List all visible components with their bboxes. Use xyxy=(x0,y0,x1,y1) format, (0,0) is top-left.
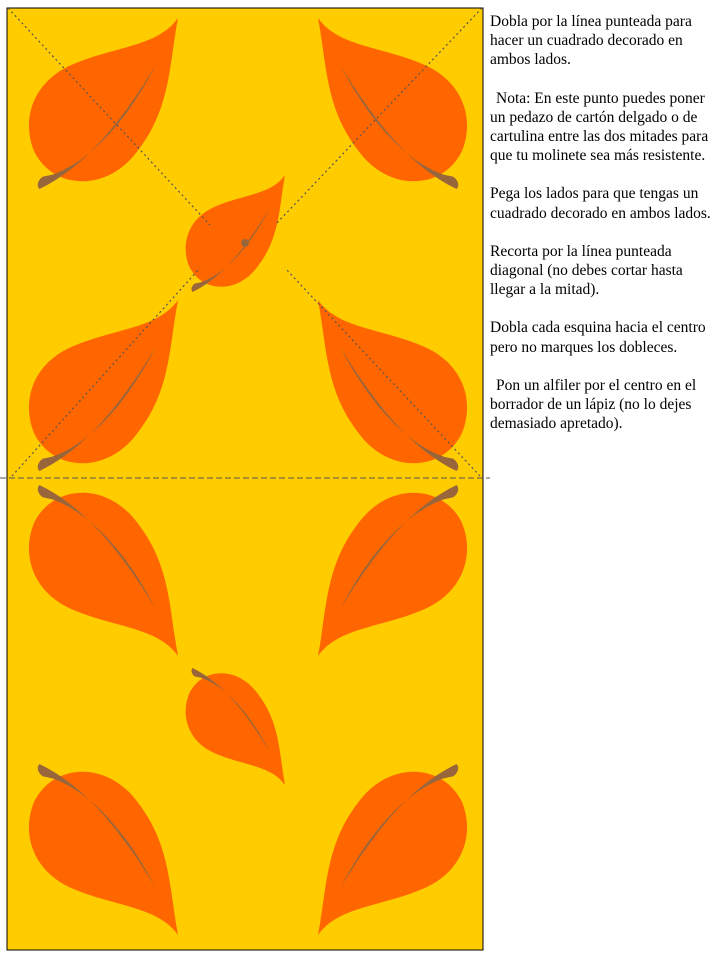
instruction-glue: Pega los lados para que tengas un cuadrado decorado en ambos lados. xyxy=(490,185,711,222)
instruction-fold-corners: Dobla cada esquina hacia el centro pero no marques los dobleces. xyxy=(490,319,706,356)
instruction-pin: Pon un alfiler por el centro en el borrador de un lápiz (no lo dejes demasiado apretado). xyxy=(490,376,697,433)
instructions-panel xyxy=(490,12,716,452)
pin-center-dot xyxy=(241,239,249,247)
instruction-cut: Recorta por la línea punteada diagonal (no debes cortar hasta llegar a la mitad). xyxy=(490,242,683,299)
instruction-note: Nota: En este punto puedes poner un pedazo de cartón delgado o de cartulina entre las dos mitades para que tu molinete sea más resistente. xyxy=(490,89,709,165)
instruction-fold: Dobla por la línea punteada para hacer un cuadrado decorado en ambos lados. xyxy=(490,13,692,69)
